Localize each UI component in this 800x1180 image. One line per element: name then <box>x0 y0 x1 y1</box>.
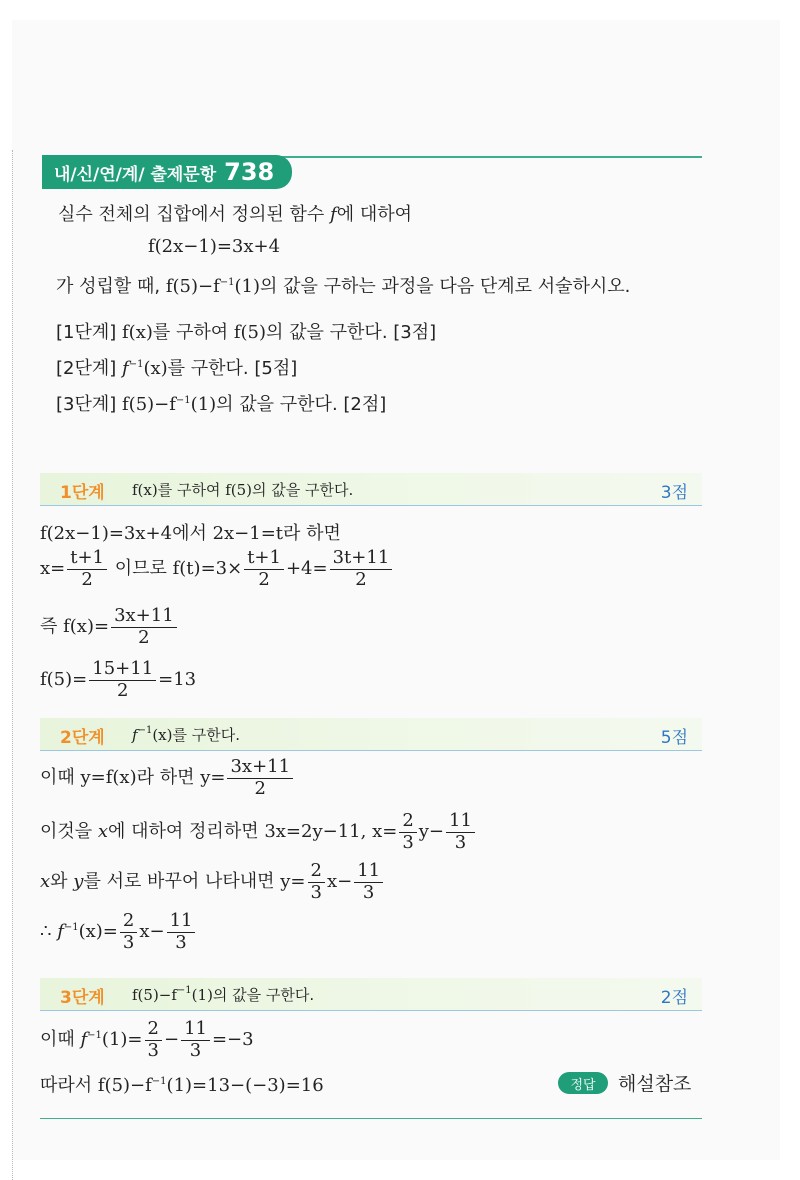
text: 이것을 <box>40 821 98 843</box>
expr: y= <box>200 767 226 789</box>
problem-step-label: [3단계] <box>56 394 117 415</box>
problem-step-expr2: (1) <box>190 394 217 415</box>
ask-expr: f(5)−f <box>165 276 220 297</box>
fraction <box>308 861 325 903</box>
fraction <box>120 911 137 953</box>
text: 라 하면 <box>283 523 341 544</box>
problem-ask <box>56 272 630 298</box>
ask-expr2: (1) <box>234 276 260 297</box>
expr: (1)=13−(−3)=16 <box>166 1075 324 1096</box>
expr: =13 <box>158 669 197 691</box>
step-title-c: (x) <box>152 726 173 744</box>
bottom-rule <box>40 1118 702 1119</box>
text: 이때 <box>40 767 81 789</box>
problem-intro-end: 에 대하여 <box>336 204 412 225</box>
step-title-d: 의 값을 구한다. <box>212 986 315 1004</box>
expr: +4= <box>285 558 328 580</box>
numerator: t+1 <box>244 548 284 570</box>
step-label: 2단계 <box>60 728 105 748</box>
inverse-sup: −1 <box>151 1076 167 1087</box>
problem-step-3 <box>56 390 386 416</box>
expr: x− <box>139 921 165 943</box>
answer-badge: 정답 <box>558 1072 608 1094</box>
inverse-sup: −1 <box>175 395 191 406</box>
denominator: 3 <box>454 831 467 853</box>
expr: =−3 <box>211 1029 254 1051</box>
text: 이때 <box>40 1029 81 1051</box>
denominator: 3 <box>402 831 414 853</box>
sol1-line3 <box>40 606 179 648</box>
step-title <box>132 724 240 745</box>
ask-inverse-sup: −1 <box>219 277 235 288</box>
step-bar-3 <box>40 978 702 1011</box>
fraction <box>67 548 107 590</box>
denominator: 2 <box>355 568 367 590</box>
problem-step-expr: f <box>122 358 129 379</box>
step-bar-1 <box>40 473 702 506</box>
numerator: 3x+11 <box>111 606 177 628</box>
expr: f(x)= <box>63 616 110 638</box>
step-title-c: (1) <box>191 986 213 1004</box>
problem-tag <box>42 155 292 189</box>
step-title-d: 를 구한다. <box>172 726 240 744</box>
text: 이므로 <box>109 558 173 580</box>
expr: f(5)−f <box>97 1075 152 1096</box>
expr: (1)= <box>101 1029 143 1051</box>
step-bar-2 <box>40 718 702 751</box>
sol2-line3 <box>40 861 385 903</box>
answer-text: 해설참조 <box>618 1073 692 1095</box>
expr: y <box>73 871 84 893</box>
ask-pre: 가 성립할 때, <box>56 276 166 297</box>
problem-step-label: [2단계] <box>56 358 117 379</box>
sol1-line2 <box>40 548 394 590</box>
fraction <box>244 548 284 590</box>
numerator: 2 <box>399 811 416 833</box>
denominator: 3 <box>189 1039 202 1061</box>
problem-step-label: [1단계] <box>56 322 117 343</box>
sol1-line4 <box>40 659 196 701</box>
problem-step-1 <box>56 318 436 344</box>
sol3-line2 <box>40 1071 324 1097</box>
sol2-line2 <box>40 811 477 853</box>
text: 즉 <box>40 616 64 638</box>
given-equation: f(2x−1)=3x+4 <box>148 236 281 257</box>
problem-step-expr: f(5)−f <box>122 394 176 415</box>
problem-intro-f: f <box>330 204 337 225</box>
problem-intro-text: 실수 전체의 집합에서 정의된 함수 <box>58 204 331 225</box>
fraction <box>89 659 156 701</box>
text: 에서 <box>172 523 213 544</box>
expr: (x)= <box>78 921 118 943</box>
problem-intro <box>58 200 412 226</box>
step-title-a: f(x) <box>132 481 158 499</box>
fraction <box>330 548 393 590</box>
fraction <box>399 811 416 853</box>
inverse-sup: −1 <box>137 725 153 736</box>
step-points: 3점 <box>660 483 688 503</box>
step-title-c: f(5) <box>225 481 253 499</box>
expr: f(2x−1)=3x+4 <box>40 523 173 544</box>
expr: f(5)= <box>40 669 88 691</box>
problem-step-text2: 의 값을 구한다. [2점] <box>216 394 387 415</box>
sol2-line4 <box>40 911 197 953</box>
fraction <box>446 811 475 853</box>
denominator: 3 <box>310 881 322 903</box>
ask-post: 의 값을 구하는 과정을 다음 단계로 서술하시오. <box>259 276 631 297</box>
expr: y− <box>418 821 445 843</box>
denominator: 2 <box>116 679 129 701</box>
denominator: 2 <box>258 568 270 590</box>
problem-step-expr2: f(5) <box>233 322 267 343</box>
denominator: 3 <box>147 1039 159 1061</box>
text: 에 대하여 정리하면 <box>108 821 265 843</box>
numerator: 2 <box>120 911 137 933</box>
inverse-sup: −1 <box>87 1030 102 1042</box>
numerator: 15+11 <box>89 659 156 681</box>
fraction <box>354 861 383 903</box>
step-points: 5점 <box>660 728 688 748</box>
step-title-d: 의 값을 구한다. <box>252 481 354 499</box>
step-title <box>132 984 314 1005</box>
numerator: 11 <box>354 861 383 883</box>
inverse-sup: −1 <box>176 985 192 996</box>
numerator: t+1 <box>67 548 107 570</box>
inverse-sup: −1 <box>128 359 144 370</box>
expr: x= <box>40 558 66 580</box>
fraction <box>167 911 196 953</box>
margin-rule <box>12 150 13 1180</box>
step-title-b: 를 구하여 <box>157 481 226 499</box>
problem-step-expr2: (x) <box>143 358 168 379</box>
fraction <box>145 1019 162 1061</box>
expr: f <box>80 1029 88 1051</box>
text: 따라서 <box>40 1075 98 1096</box>
text: 라 하면 <box>136 767 201 789</box>
sol3-line1 <box>40 1019 254 1061</box>
step-title <box>132 479 353 500</box>
problem-number: 738 <box>224 158 275 186</box>
numerator: 11 <box>446 811 475 833</box>
numerator: 11 <box>167 911 196 933</box>
fraction <box>111 606 177 648</box>
fraction <box>227 757 293 799</box>
denominator: 3 <box>175 931 187 953</box>
expr: y=f(x) <box>80 767 137 789</box>
text: 를 서로 바꾸어 나타내면 <box>83 871 281 893</box>
therefore-symbol: ∴ <box>40 921 58 943</box>
problem-step-text: 를 구하여 <box>152 322 234 343</box>
numerator: 3x+11 <box>227 757 293 779</box>
numerator: 3t+11 <box>330 548 393 570</box>
denominator: 2 <box>81 568 93 590</box>
sol1-line1 <box>40 519 341 545</box>
expr: f <box>57 921 64 943</box>
problem-source: 내/신/연/계/ 출제문항 <box>54 164 217 185</box>
sol2-line1 <box>40 757 295 799</box>
step-title-a: f(5)−f <box>132 986 177 1004</box>
step-title-a: f <box>132 726 138 744</box>
problem-step-expr: f(x) <box>122 322 153 343</box>
expr: x− <box>326 871 353 893</box>
step-label: 1단계 <box>60 483 105 503</box>
expr: x <box>40 871 51 893</box>
denominator: 2 <box>254 777 266 799</box>
problem-step-text2: 를 구한다. [5점] <box>167 358 298 379</box>
expr: f(t)=3× <box>172 558 243 580</box>
denominator: 3 <box>122 931 135 953</box>
numerator: 2 <box>308 861 325 883</box>
expr: y= <box>280 871 306 893</box>
step-label: 3단계 <box>60 988 105 1008</box>
problem-step-text2: 의 값을 구한다. [3점] <box>266 322 437 343</box>
numerator: 2 <box>145 1019 162 1041</box>
problem-step-2 <box>56 354 297 380</box>
problem-header <box>42 150 702 192</box>
denominator: 2 <box>138 626 150 648</box>
text: 와 <box>50 871 74 893</box>
fraction <box>181 1019 210 1061</box>
step-points: 2점 <box>660 988 688 1008</box>
inverse-sup: −1 <box>63 922 79 934</box>
expr: 2x−1=t <box>212 523 284 544</box>
expr: x <box>97 821 109 843</box>
denominator: 3 <box>362 881 375 903</box>
expr: − <box>163 1029 180 1051</box>
expr: 3x=2y−11, x= <box>264 821 398 843</box>
numerator: 11 <box>181 1019 210 1041</box>
